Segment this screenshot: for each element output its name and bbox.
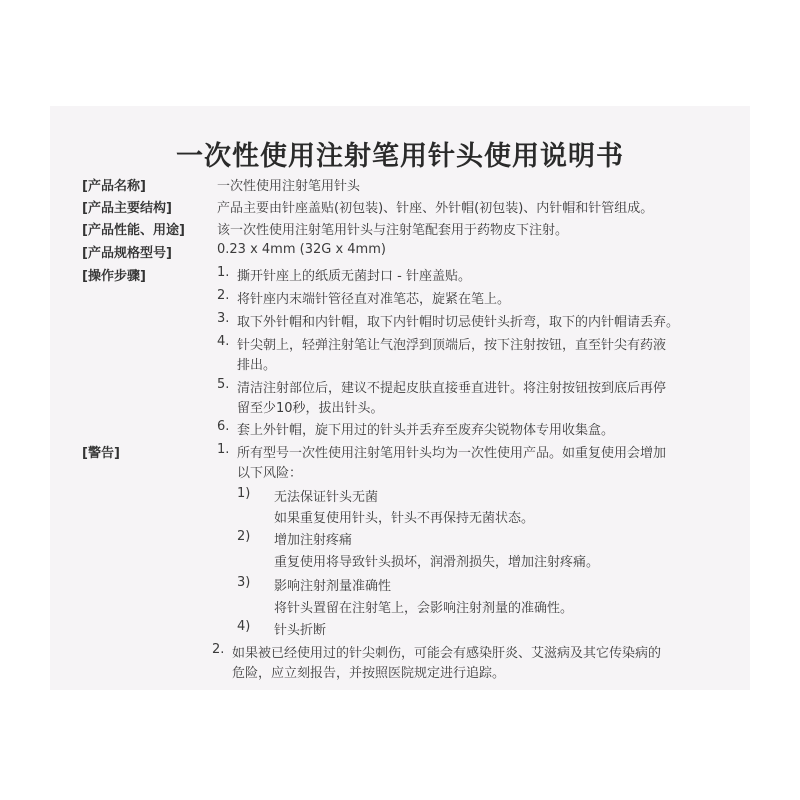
label-product-name: [产品名称] [82,179,146,194]
step-text: 取下外针帽和内针帽，取下内针帽时切忌使针头折弯，取下的内针帽请丢弃。 [237,315,680,330]
warning-text: 如果被已经使用过的针尖刺伤，可能会有感染肝炎、艾滋病及其它传染病的 [232,646,662,661]
label-operation-steps: [操作步骤] [82,269,146,284]
step-text: 撕开针座上的纸质无菌封口 - 针座盖贴。 [237,269,471,284]
risk-number: 2) [237,529,251,544]
step-number: 6. [217,419,230,434]
label-product-spec: [产品规格型号] [82,246,172,261]
step-text: 将针座内末端针管径直对准笔芯，旋紧在笔上。 [237,292,511,307]
warning-number: 1. [217,442,230,457]
instruction-sheet [50,106,750,690]
step-number: 5. [217,377,230,392]
step-number: 4. [217,334,230,349]
value-product-name: 一次性使用注射笔用针头 [217,179,361,194]
step-text: 套上外针帽，旋下用过的针头并丢弃至废弃尖锐物体专用收集盒。 [237,423,615,438]
value-product-performance: 该一次性使用注射笔用针头与注射笔配套用于药物皮下注射。 [217,223,569,238]
step-text: 清洁注射部位后，建议不提起皮肤直接垂直进针。将注射按钮按到底后再停 [237,381,667,396]
warning-number: 2. [212,642,225,657]
risk-title: 增加注射疼痛 [274,533,353,548]
risk-number: 4) [237,619,251,634]
label-product-performance: [产品性能、用途] [82,223,185,238]
risk-number: 1) [237,486,251,501]
risk-description: 重复使用将导致针头损坏，润滑剂损失，增加注射疼痛。 [274,555,600,570]
warning-text: 所有型号一次性使用注射笔用针头均为一次性使用产品。如重复使用会增加 [237,446,667,461]
step-number: 1. [217,265,230,280]
step-number: 2. [217,288,230,303]
risk-title: 针头折断 [274,623,327,638]
step-text: 针尖朝上，轻弹注射笔让气泡浮到顶端后，按下注射按钮，直至针尖有药液 [237,338,667,353]
label-product-structure: [产品主要结构] [82,201,172,216]
step-number: 3. [217,311,230,326]
step-text-continued: 留至少10秒，拔出针头。 [237,401,384,416]
document-title: 一次性使用注射笔用针头使用说明书 [176,141,624,172]
value-product-structure: 产品主要由针座盖贴(初包装)、针座、外针帽(初包装)、内针帽和针管组成。 [217,201,654,216]
value-product-spec: 0.23 x 4mm (32G x 4mm) [217,242,386,257]
warning-text-continued: 危险，应立刻报告，并按照医院规定进行追踪。 [232,666,506,681]
risk-description: 将针头置留在注射笔上，会影响注射剂量的准确性。 [274,601,574,616]
risk-description: 如果重复使用针头，针头不再保持无菌状态。 [274,511,535,526]
warning-text-continued: 以下风险： [237,466,303,481]
step-text-continued: 排出。 [237,358,277,373]
risk-title: 无法保证针头无菌 [274,490,379,505]
risk-title: 影响注射剂量准确性 [274,579,392,594]
label-warning: [警告] [82,446,120,461]
risk-number: 3) [237,575,251,590]
